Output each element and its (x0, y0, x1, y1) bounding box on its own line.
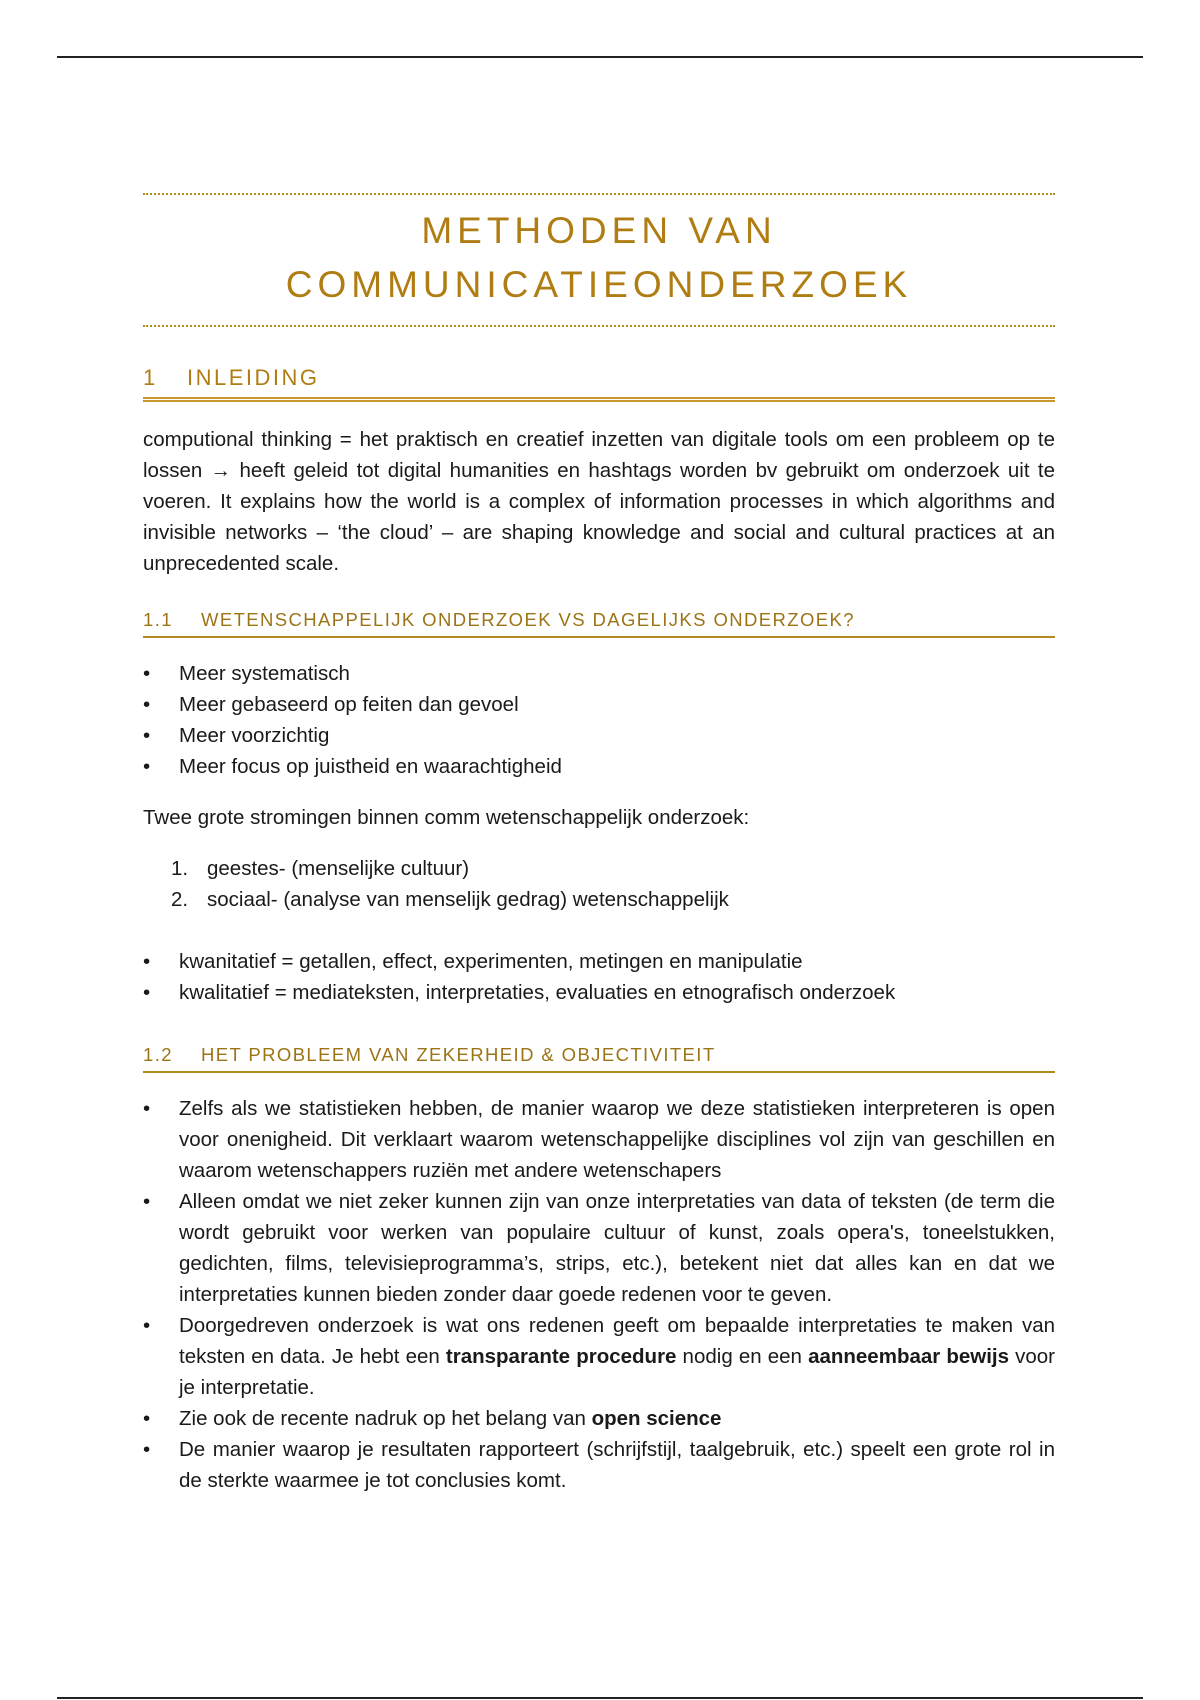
intro-paragraph: computional thinking = het praktisch en creatief inzetten van digitale tools om een probleem op te lossen → heeft geleid tot digital humanities en hashtags worden bv gebruikt om onderzoek uit te voeren. It explains how the world is a complex of information processes in which algorithms and invisible networks – ‘the cloud’ – are shaping knowledge and social and cultural practices at an unprecedented scale. (143, 428, 1055, 575)
bullet-icon: • (143, 1407, 151, 1430)
list-item: • De manier waarop je resultaten rapporteert (schrijfstijl, taalgebruik, etc.) speelt een grote rol in de sterkte waarmee je tot conclusies komt. (143, 1434, 1055, 1496)
title-block (143, 193, 1055, 327)
document-page (143, 193, 1055, 1496)
heading-text: WETENSCHAPPELIJK ONDERZOEK VS DAGELIJKS ONDERZOEK? (201, 609, 855, 630)
heading-wetenschappelijk-onderzoek (143, 609, 1055, 638)
heading-text: INLEIDING (187, 365, 320, 390)
bullet-icon: • (143, 724, 151, 747)
list-item: 2. sociaal- (analyse van menselijk gedrag) wetenschappelijk (171, 888, 729, 911)
bullet-list-kenmerken (143, 658, 1055, 782)
heading-number: 1.2 (143, 1044, 173, 1065)
heading-text: HET PROBLEEM VAN ZEKERHEID & OBJECTIVITEIT (201, 1044, 716, 1065)
list-item: • Meer voorzichtig (143, 720, 1055, 751)
emphasis-aanneembaar-bewijs: aanneembaar bewijs (808, 1345, 1010, 1368)
list-item: • Meer systematisch (143, 658, 1055, 689)
stromingen-paragraph: Twee grote stromingen binnen comm wetenschappelijk onderzoek: (143, 806, 750, 829)
list-item: • kwanitatief = getallen, effect, experimenten, metingen en manipulatie (143, 946, 1055, 977)
bullet-icon: • (143, 1314, 151, 1337)
list-item: • Meer gebaseerd op feiten dan gevoel (143, 689, 1055, 720)
page-top-rule (57, 56, 1143, 58)
bullet-icon: • (143, 1438, 151, 1461)
list-item: • Doorgedreven onderzoek is wat ons redenen geeft om bepaalde interpretaties te maken van teksten en data. Je hebt een transparante procedure nodig en een aanneembaar bewijs voor je interpretatie. (143, 1310, 1055, 1403)
bullet-icon: • (143, 1190, 151, 1213)
heading-number: 1.1 (143, 609, 173, 630)
list-item: • Alleen omdat we niet zeker kunnen zijn van onze interpretaties van data of teksten (de term die wordt gebruikt voor werken van populaire cultuur of kunst, zoals opera's, toneelstukken, gedichten, films, televisieprogramma’s, strips, etc.), betekent niet dat alles kan en dat we interpretaties kunnen bieden zonder daar goede redenen voor te geven. (143, 1186, 1055, 1310)
bullet-icon: • (143, 1097, 151, 1120)
bullet-icon: • (143, 950, 151, 973)
title-line-1: METHODEN VAN (421, 210, 777, 251)
heading-inleiding (143, 365, 1055, 402)
bullet-icon: • (143, 981, 151, 1004)
list-item: • Zelfs als we statistieken hebben, de manier waarop we deze statistieken interpreteren is open voor onenigheid. Dit verklaart waarom wetenschappelijke disciplines vol zijn van geschillen en waarom wetenschappers ruziën met andere wetenschapers (143, 1093, 1055, 1186)
bullet-icon: • (143, 662, 151, 685)
bullet-list-zekerheid (143, 1093, 1055, 1496)
bullet-icon: • (143, 693, 151, 716)
bullet-icon: • (143, 755, 151, 778)
title-line-2: COMMUNICATIEONDERZOEK (285, 264, 913, 305)
emphasis-transparante-procedure: transparante procedure (445, 1345, 677, 1368)
list-item: • Zie ook de recente nadruk op het belang van open science (143, 1403, 1055, 1434)
list-item: 1. geestes- (menselijke cultuur) (171, 857, 470, 880)
list-item: • Meer focus op juistheid en waarachtigheid (143, 751, 1055, 782)
bullet-list-methoden (143, 946, 1055, 1008)
emphasis-open-science: open science (591, 1407, 722, 1430)
list-item: • kwalitatief = mediateksten, interpretaties, evaluaties en etnografisch onderzoek (143, 977, 1055, 1008)
page-bottom-rule (57, 1697, 1143, 1699)
numbered-list-stromingen (143, 853, 1055, 915)
heading-zekerheid-objectiviteit (143, 1044, 1055, 1073)
heading-number: 1 (143, 365, 158, 390)
